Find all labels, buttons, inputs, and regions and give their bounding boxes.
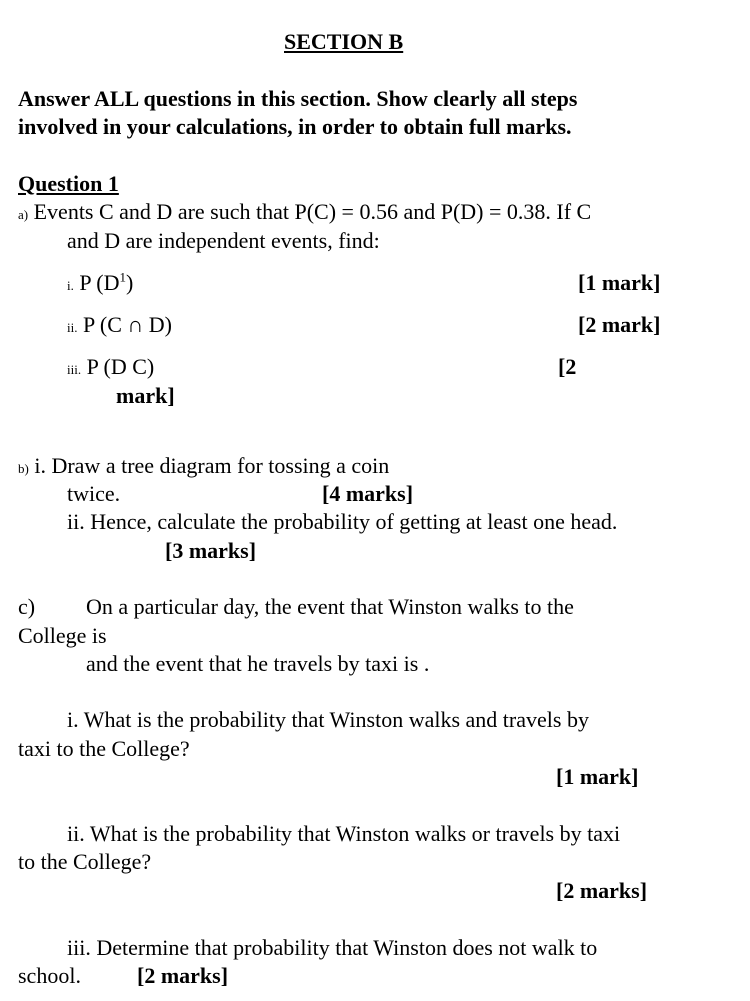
part-c-label: c) [18,594,36,619]
part-b-i-line-1: i. Draw a tree diagram for tossing a coin [34,453,390,478]
part-b-i [18,453,389,482]
instructions-line-1: Answer ALL questions in this section. Show clearly all steps [18,86,578,111]
part-a-item-iii [67,354,154,383]
part-b-ii-marks: [3 marks] [165,538,257,563]
item-iii-marks-part-1: [2 [558,354,577,379]
part-c-q3-line-1: iii. Determine that probability that Winston does not walk to [67,935,598,960]
part-a-label: a) [18,207,29,222]
part-c-intro-line-1: On a particular day, the event that Winston walks to the [86,594,574,619]
part-a-item-ii [67,312,172,341]
item-iii-marks-part-2: mark] [116,383,175,408]
item-iii-number: iii. [67,362,82,377]
part-c-q1-line-1: i. What is the probability that Winston walks and travels by [67,707,589,732]
item-i-marks: [1 mark] [578,270,661,295]
item-ii-number: ii. [67,320,78,335]
item-i-superscript: 1 [119,269,127,285]
part-c-q3-line-2: school. [18,963,81,988]
part-c-q3-marks: [2 marks] [137,963,229,988]
item-i-text: P (D [79,270,120,295]
section-title: SECTION B [284,29,404,54]
instructions-line-2: involved in your calculations, in order to obtain full marks. [18,114,572,139]
question-title: Question 1 [18,171,119,196]
part-a-line-1: Events C and D are such that P(C) = 0.56 and P(D) = 0.38. If C [33,199,592,224]
part-b-ii-line: ii. Hence, calculate the probability of getting at least one head. [67,509,618,534]
part-c-intro-line-2: College is [18,623,107,648]
part-c-intro-line-3: and the event that he travels by taxi is . [86,651,430,676]
part-b-i-marks: [4 marks] [322,481,414,506]
item-i-number: i. [67,278,74,293]
part-b-label: b) [18,461,29,476]
part-c-q1-marks: [1 mark] [556,764,639,789]
part-c-q2-marks: [2 marks] [556,878,648,903]
item-ii-marks: [2 mark] [578,312,661,337]
part-a-intro [18,199,591,228]
part-c-q2-line-2: to the College? [18,849,152,874]
part-a-item-i [67,270,133,299]
part-a-line-2: and D are independent events, find: [67,228,380,253]
item-i-close: ) [126,270,134,295]
part-c-q2-line-1: ii. What is the probability that Winston walks or travels by taxi [67,821,621,846]
item-iii-text: P (D C) [86,354,155,379]
part-c-q1-line-2: taxi to the College? [18,736,190,761]
part-b-i-line-2: twice. [67,481,121,506]
item-ii-text: P (C ∩ D) [82,312,173,337]
